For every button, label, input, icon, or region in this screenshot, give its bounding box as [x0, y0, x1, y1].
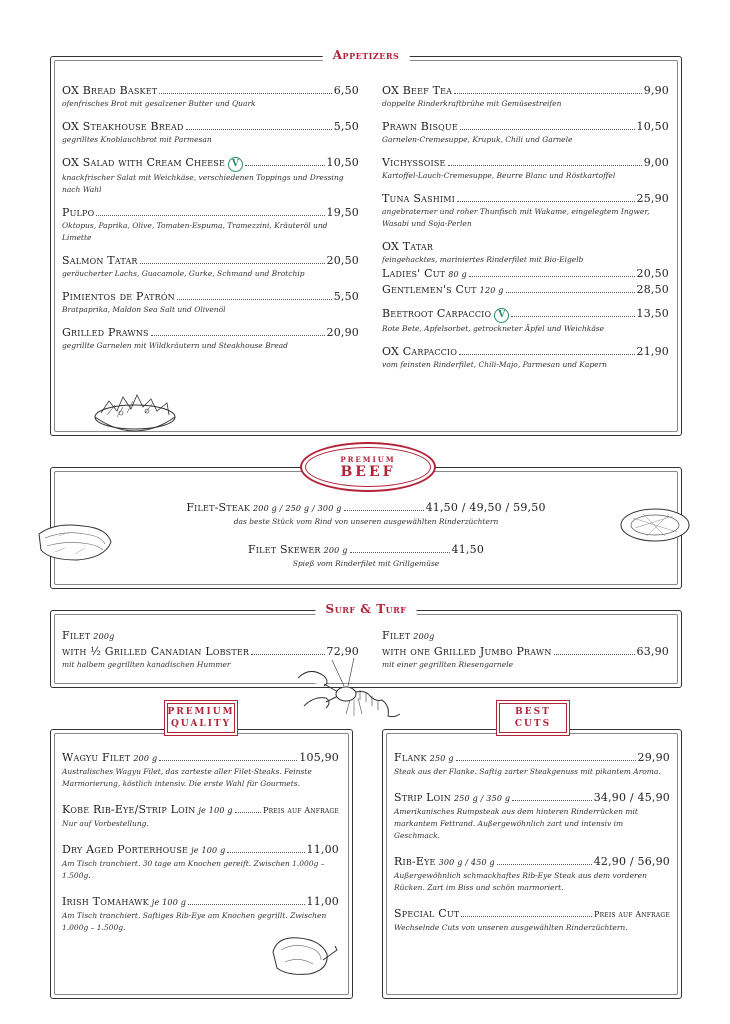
item-description: das beste Stück vom Rind von unseren ausgewählten Rinderzüchtern [233, 517, 499, 526]
item-name: Grilled Prawns [62, 326, 149, 339]
item-description: Kartoffel-Lauch-Cremesuppe, Beurre Blanc und Röstkartoffel [382, 171, 616, 180]
surf-turf-right [382, 628, 669, 671]
item-name: OX Tatar [382, 240, 434, 253]
item-name: with ½ Grilled Canadian Lobster [62, 645, 250, 658]
item-description: Wechselnde Cuts von unseren ausgewählten Rinderzüchtern. [394, 923, 628, 932]
item-name: OX Carpaccio [382, 345, 458, 358]
menu-item-pulpo [62, 205, 359, 244]
best-cuts-stamp [496, 700, 570, 736]
menu-item-ox-beef-tea [382, 83, 669, 110]
appetizers-section [50, 48, 682, 436]
leader-dots [511, 316, 634, 317]
item-description: Am Tisch tranchiert. Saftiges Rib-Eye am Knochen gegrillt. Zwischen 1.000g – 1.500g. [62, 911, 327, 932]
item-description: doppelte Rinderkraftbrühe mit Gemüsestreifen [382, 99, 562, 108]
item-price: 5,50 [333, 290, 359, 303]
item-price: 6,50 [333, 84, 359, 97]
item-description: Oktopus, Paprika, Olive, Tomaten-Espuma, Tramezzini, Kräuteröl und Limette [62, 221, 328, 242]
appetizers-title: Appetizers [323, 48, 410, 62]
menu-item-grilled-prawns [62, 325, 359, 352]
item-name: OX Beef Tea [382, 84, 453, 97]
item-description: Amerikanisches Rumpsteak aus dem hinteren Rinderrücken mit markantem Fettrand. Außergewöhnlich zart und intensiv im Geschmack. [394, 807, 638, 840]
vegetarian-icon: V [494, 308, 509, 323]
item-size: 120 g [479, 286, 504, 295]
stamp-line: CUTS [514, 719, 552, 729]
menu-item-dry-aged-porterhouse [62, 842, 339, 882]
item-size: 200 g [133, 754, 158, 763]
menu-item-special-cut [394, 906, 670, 934]
item-size: 300 g / 450 g [438, 858, 495, 867]
leader-dots [512, 800, 592, 801]
item-description: Bratpaprika, Maldon Sea Salt und Olivenöl [62, 305, 226, 314]
item-name: with one Grilled Jumbo Prawn [382, 645, 552, 658]
salad-bowl-illustration [87, 387, 183, 437]
item-description: feingehacktes, mariniertes Rinderfilet mit Bio-Eigelb [382, 255, 584, 264]
menu-item-rib-eye [394, 854, 670, 894]
item-size: je 100 g [151, 898, 187, 907]
item-name: Special Cut [394, 907, 460, 920]
item-price: 11,00 [306, 895, 339, 908]
item-name: Salmon Tatar [62, 254, 138, 267]
tatar-variant-gentlemen-s-cut [382, 282, 669, 298]
item-price: 9,90 [643, 84, 669, 97]
item-description: Garnelen-Cremesuppe, Krupuk, Chili und Garnele [382, 135, 573, 144]
appetizers-right-column [382, 83, 669, 380]
item-name: Filet [382, 629, 411, 642]
menu-item-ox-tatar [382, 239, 669, 298]
item-name: Rib-Eye [394, 855, 436, 868]
leader-dots [235, 812, 261, 813]
premium-quality-section [50, 729, 353, 999]
menu-item-filet-steak [161, 500, 571, 528]
item-name: Prawn Bisque [382, 120, 458, 133]
best-cuts-list [394, 750, 670, 946]
item-price: 41,50 / 49,50 / 59,50 [425, 501, 546, 514]
leader-dots [186, 129, 332, 130]
stamp-line: QUALITY [170, 719, 232, 729]
item-name: Beetroot Carpaccio [382, 307, 492, 320]
leader-dots [140, 263, 325, 264]
item-name: Strip Loin [394, 791, 451, 804]
item-description: Nur auf Vorbestellung. [62, 819, 149, 828]
item-name: OX Steakhouse Bread [62, 120, 184, 133]
leader-dots [460, 129, 635, 130]
leader-dots [344, 510, 424, 511]
item-price: 10,50 [326, 156, 359, 169]
item-description: mit halbem gegrillten kanadischen Hummer [62, 660, 231, 669]
leader-dots [151, 335, 325, 336]
vegetarian-icon: V [228, 157, 243, 172]
leader-dots [469, 276, 635, 277]
item-name: Filet-Steak [186, 501, 250, 514]
leader-dots [159, 93, 331, 94]
item-name: Wagyu Filet [62, 751, 131, 764]
leader-dots [159, 760, 297, 761]
item-description: mit einer gegrillten Riesengarnele [382, 660, 514, 669]
best-cuts-section [382, 729, 682, 999]
item-name: Pimientos de Patrón [62, 290, 175, 303]
leader-dots [461, 916, 592, 917]
item-description: Spieß vom Rinderfilet mit Grillgemüse [292, 559, 440, 568]
premium-quality-stamp [164, 700, 238, 736]
leader-dots [251, 654, 324, 655]
steak-illustration-left [35, 520, 115, 564]
item-size: 80 g [448, 270, 467, 279]
item-price: 42,90 / 56,90 [593, 855, 670, 868]
menu-item-prawn-bisque [382, 119, 669, 146]
leader-dots [497, 864, 592, 865]
item-price: 34,90 / 45,90 [593, 791, 670, 804]
item-description: Australisches Wagyu Filet, das zarteste aller Filet-Steaks. Feinste Marmorierung, köstlich intensiv. Die erste Wahl für Gourmets. [62, 767, 312, 788]
item-price: 105,90 [299, 751, 339, 764]
item-price: 11,00 [306, 843, 339, 856]
menu-item-wagyu-filet [62, 750, 339, 790]
menu-item-pimientos-de-patr-n [62, 289, 359, 316]
item-name: Vichyssoise [382, 156, 446, 169]
item-price: 29,90 [637, 751, 670, 764]
premium-beef-stamp [300, 442, 436, 492]
item-description: gegrilltes Knoblauchbrot mit Parmesan [62, 135, 212, 144]
tomahawk-illustration [265, 928, 339, 982]
item-description: vom feinsten Rinderfilet, Chili-Majo, Parmesan und Kapern [382, 360, 608, 369]
item-size: 200 g / 250 g / 300 g [253, 504, 342, 513]
leader-dots [506, 292, 635, 293]
tatar-variant-ladies-cut [382, 266, 669, 282]
item-price: 28,50 [636, 283, 669, 296]
premium-quality-list [62, 750, 339, 946]
item-name: Gentlemen's Cut [382, 283, 477, 296]
item-price: 63,90 [636, 645, 669, 658]
stamp-line: PREMIUM [167, 707, 235, 717]
leader-dots [457, 201, 634, 202]
item-price: 9,00 [643, 156, 669, 169]
item-price: 20,50 [326, 254, 359, 267]
surf-turf-title: Surf & Turf [316, 602, 417, 616]
item-description: geräucherter Lachs, Guacamole, Gurke, Schmand und Brotchip [62, 269, 305, 278]
leader-dots [456, 760, 636, 761]
item-name: Irish Tomahawk [62, 895, 149, 908]
leader-dots [454, 93, 642, 94]
leader-dots [448, 165, 642, 166]
item-price: 20,90 [326, 326, 359, 339]
item-price: 72,90 [326, 645, 359, 658]
item-name: Kobe Rib-Eye/Strip Loin [62, 803, 196, 816]
leader-dots [177, 299, 332, 300]
steak-illustration-right [617, 504, 693, 546]
menu-item-ox-salad-with-cream-cheese [62, 155, 359, 196]
item-description: Rote Bete, Apfelsorbet, getrockneter Äpfel und Weichkäse [382, 324, 605, 333]
item-size: 200 g [323, 546, 348, 555]
item-price: Preis auf Anfrage [593, 910, 670, 919]
menu-item-ox-carpaccio [382, 344, 669, 371]
menu-item-beetroot-carpaccio [382, 306, 669, 335]
menu-item-ox-bread-basket [62, 83, 359, 110]
item-price: 20,50 [636, 267, 669, 280]
item-name: OX Bread Basket [62, 84, 158, 97]
item-name: Filet Skewer [247, 543, 321, 556]
item-name: Ladies' Cut [382, 267, 446, 280]
item-description: Steak aus der Flanke. Saftig zarter Steakgenuss mit pikantem Aroma. [394, 767, 661, 776]
menu-item-filet-skewer [161, 542, 571, 570]
menu-item-flank [394, 750, 670, 778]
item-name: Dry Aged Porterhouse [62, 843, 189, 856]
item-price: 19,50 [326, 206, 359, 219]
stamp-line: BEST [515, 707, 551, 717]
item-description: Außergewöhnlich schmackhaftes Rib-Eye Steak aus dem vorderen Rücken. Zart im Biss und schön marmoriert. [394, 871, 647, 892]
item-size: je 100 g [198, 806, 233, 815]
leader-dots [96, 215, 324, 216]
item-price: 10,50 [636, 120, 669, 133]
item-price: 25,90 [636, 192, 669, 205]
leader-dots [459, 354, 634, 355]
leader-dots [245, 165, 325, 166]
leader-dots [554, 654, 635, 655]
menu-item-ox-steakhouse-bread [62, 119, 359, 146]
appetizers-left-column [62, 83, 359, 361]
item-price: 13,50 [636, 307, 669, 320]
item-size: je 100 g [191, 846, 226, 855]
item-size: 200g [413, 632, 435, 641]
leader-dots [350, 552, 450, 553]
item-price: 5,50 [333, 120, 359, 133]
item-name: Tuna Sashimi [382, 192, 456, 205]
menu-item-salmon-tatar [62, 253, 359, 280]
leader-dots [188, 904, 304, 905]
item-description: Am Tisch tranchiert. 30 tage am Knochen gereift. Zwischen 1.000g – 1.500g. [62, 859, 325, 880]
item-description: angebraterner und roher Thunfisch mit Wakame, eingelegtem Ingwer, Wasabi und Soja-Perlen [382, 207, 650, 228]
item-name: OX Salad with Cream Cheese [62, 156, 225, 169]
item-description: gegrillte Garnelen mit Wildkräutern und Steakhouse Bread [62, 341, 288, 350]
leader-dots [227, 852, 304, 853]
menu-item-tuna-sashimi [382, 191, 669, 230]
item-description: knackfrischer Salat mit Weichkäse, verschiedenen Toppings und Dressing nach Wahl [62, 173, 344, 194]
lobster-illustration [294, 656, 404, 726]
item-price: 21,90 [636, 345, 669, 358]
item-price: 41,50 [451, 543, 485, 556]
item-name: Pulpo [62, 206, 95, 219]
item-name: Filet [62, 629, 91, 642]
item-price: Preis auf Anfrage [262, 806, 339, 815]
stamp-premium-label: PREMIUM [340, 455, 396, 464]
menu-item-kobe-rib-eye-strip-loin [62, 802, 339, 830]
item-name: Flank [394, 751, 427, 764]
menu-item-strip-loin [394, 790, 670, 842]
premium-beef-list [161, 500, 571, 584]
item-size: 250 g / 350 g [453, 794, 511, 803]
item-size: 250 g [429, 754, 454, 763]
item-description: ofenfrisches Brot mit gesalzener Butter und Quark [62, 99, 256, 108]
stamp-beef-label: BEEF [340, 464, 396, 480]
menu-item-vichyssoise [382, 155, 669, 182]
item-size: 200g [93, 632, 115, 641]
